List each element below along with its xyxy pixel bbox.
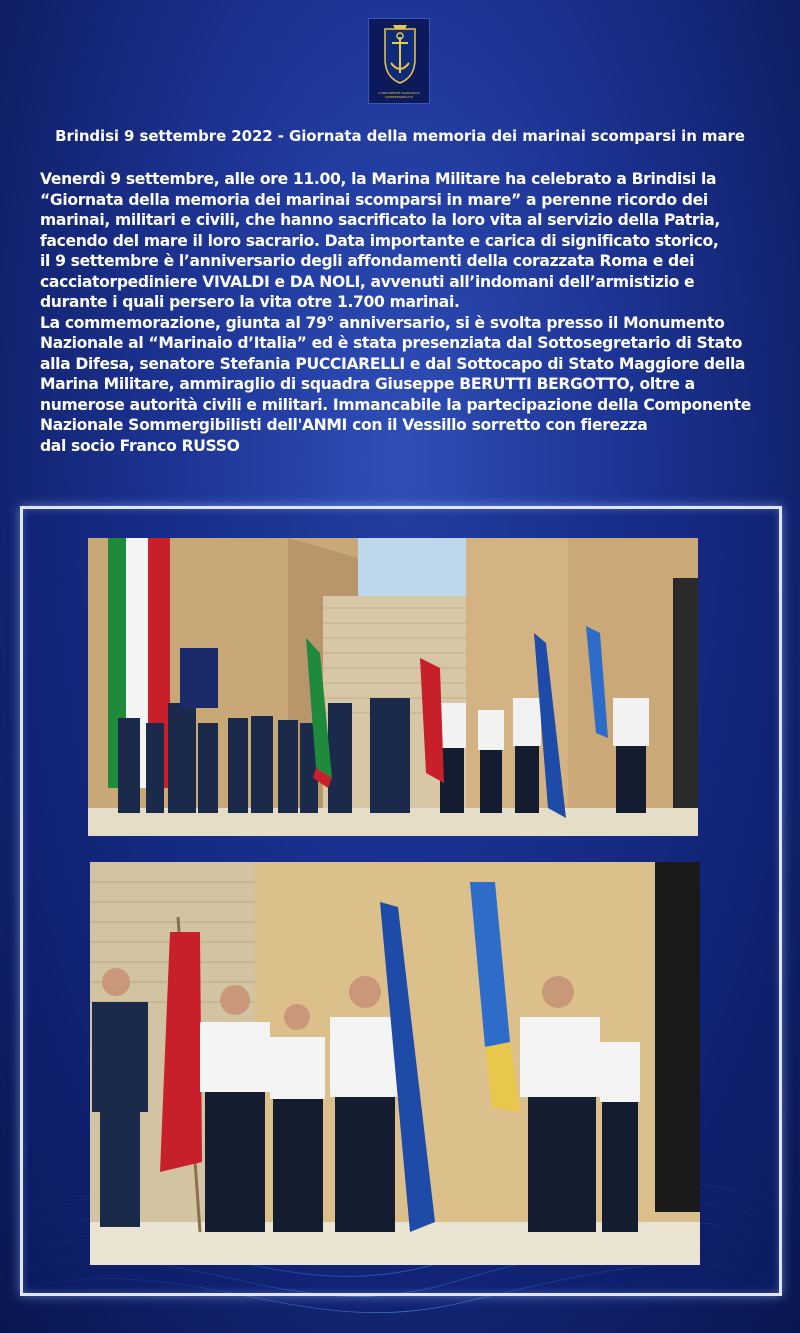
page-title: Brindisi 9 settembre 2022 - Giornata della memoria dei marinai scomparsi in mare bbox=[55, 127, 745, 145]
anchor-emblem bbox=[368, 18, 430, 104]
article-paragraph: La commemorazione, giunta al 79° anniversario, si è svolta presso il Monumento Nazionale al “Marinaio d’Italia” ed è stata presenziata dal Sottosegretario di Stato alla Difesa, senatore Stefania PUCCIARELLI e dal Sottocapo di Stato Maggiore della Marina Militare, ammiraglio di squadra Giuseppe BERUTTI BERGOTTO, oltre a numerose autorità civili e militari. Immancabile la partecipazione della Componente Nazionale Sommergibilisti dell'ANMI con il Vessillo sorretto con fierezza dal socio Franco RUSSO bbox=[40, 313, 752, 455]
article-body bbox=[40, 169, 780, 456]
ceremony-photo-group bbox=[88, 538, 698, 836]
article-paragraph: Venerdì 9 settembre, alle ore 11.00, la Marina Militare ha celebrato a Brindisi la “Giornata della memoria dei marinai scomparsi in mare” a perenne ricordo dei marinai, militari e civili, che hanno sacrificato la loro vita al servizio della Patria, facendo del mare il loro sacrario. Data importante e carica di significato storico, il 9 settembre è l’anniversario degli affondamenti della corazzata Roma e dei cacciatorpediniere VIVALDI e DA NOLI, avvenuti all’indomani dell’armistizio e durante i quali persero la vita otre 1.700 marinai. bbox=[40, 170, 720, 311]
emblem-caption: COMPONENTE NAZIONALE SOMMERGIBILISTI bbox=[378, 91, 420, 99]
ceremony-photo-flag-bearers bbox=[90, 862, 700, 1265]
